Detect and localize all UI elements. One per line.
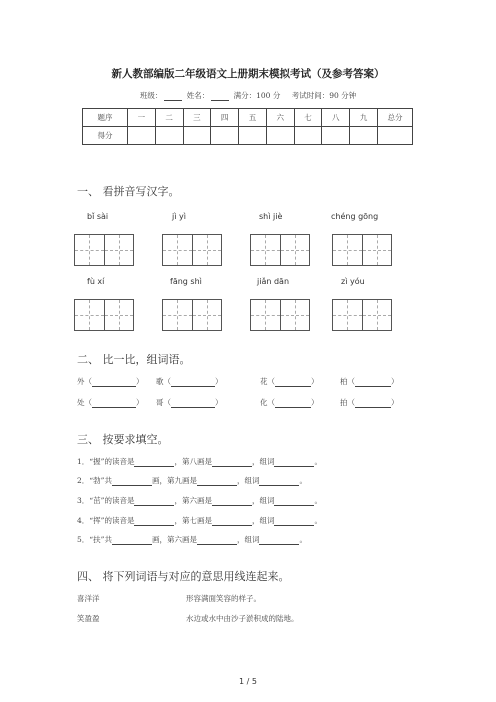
fill-blank[interactable] xyxy=(274,497,314,506)
score-header-cell: 题序 xyxy=(83,109,128,127)
fill-blank[interactable] xyxy=(197,477,237,486)
compare-item: 歌（ ） xyxy=(156,377,223,386)
writing-grid[interactable] xyxy=(332,299,392,331)
fill-text: 5．“扶”共 xyxy=(77,535,112,544)
pinyin-label: fù xí xyxy=(87,277,105,286)
fill-blank[interactable] xyxy=(134,517,174,526)
fill-text: 4．“挥”的读音是 xyxy=(77,516,135,525)
match-meaning[interactable]: 水边或水中由沙子淤积成的陆地。 xyxy=(186,614,299,623)
fill-text: ，组词 xyxy=(251,496,275,505)
fill-text: ，第八画是 xyxy=(174,457,212,466)
score-header-cell: 九 xyxy=(350,109,378,127)
compare-blank[interactable] xyxy=(92,399,136,408)
compare-item: 化（ ） xyxy=(260,398,319,407)
fill-item xyxy=(77,495,322,506)
match-word[interactable]: 喜洋洋 xyxy=(77,594,100,603)
full-score: 满分：100 分 xyxy=(233,91,281,100)
section-2-heading: 二、 比一比，组词语。 xyxy=(77,353,191,366)
compare-item: 处（ ） xyxy=(77,398,144,407)
compare-blank[interactable] xyxy=(171,378,215,387)
score-header-cell: 七 xyxy=(294,109,322,127)
fill-text: ，组词 xyxy=(251,457,275,466)
score-cell[interactable] xyxy=(211,127,239,145)
score-header-cell: 五 xyxy=(239,109,267,127)
score-header-cell: 总分 xyxy=(378,109,413,127)
compare-blank[interactable] xyxy=(355,378,391,387)
score-header-cell: 八 xyxy=(322,109,350,127)
fill-blank[interactable] xyxy=(259,477,299,486)
fill-text: 2．“勃”共 xyxy=(77,476,112,485)
fill-text: 。 xyxy=(299,535,307,544)
compare-item: 外（ ） xyxy=(77,377,144,386)
match-meaning[interactable]: 形容满面笑容的样子。 xyxy=(186,594,261,603)
compare-blank[interactable] xyxy=(171,399,215,408)
writing-grid[interactable] xyxy=(332,234,392,266)
score-cell[interactable] xyxy=(350,127,378,145)
pinyin-label: fāng shì xyxy=(170,277,202,286)
fill-blank[interactable] xyxy=(274,458,314,467)
score-header-cell: 六 xyxy=(266,109,294,127)
score-row-label: 得分 xyxy=(83,127,128,145)
pinyin-label: jì yì xyxy=(172,212,186,221)
name-blank[interactable] xyxy=(211,92,229,101)
fill-text: 。 xyxy=(314,457,322,466)
fill-text: ，第六画是 xyxy=(174,496,212,505)
fill-blank[interactable] xyxy=(212,517,252,526)
compare-blank[interactable] xyxy=(92,378,136,387)
score-cell[interactable] xyxy=(239,127,267,145)
writing-grid[interactable] xyxy=(250,299,310,331)
class-blank[interactable] xyxy=(164,92,182,101)
compare-item: 哥（ ） xyxy=(156,398,223,407)
page-title: 新人教部编版二年级语文上册期末模拟考试（及参考答案） xyxy=(111,68,385,80)
compare-char: 外 xyxy=(77,377,85,386)
compare-item: 花（ ） xyxy=(260,377,319,386)
score-header-cell: 二 xyxy=(155,109,183,127)
fill-text: 画，第六画是 xyxy=(151,535,197,544)
section-3-heading: 三、 按要求填空。 xyxy=(77,433,169,446)
fill-text: 。 xyxy=(314,516,322,525)
exam-time: 考试时间：90 分钟 xyxy=(291,91,357,100)
compare-char: 歌 xyxy=(156,377,164,386)
score-cell[interactable] xyxy=(378,127,413,145)
score-cell[interactable] xyxy=(128,127,156,145)
fill-blank[interactable] xyxy=(212,497,252,506)
compare-blank[interactable] xyxy=(355,399,391,408)
fill-text: 1．“握”的读音是 xyxy=(77,457,135,466)
fill-text: 画，第九画是 xyxy=(151,476,197,485)
score-cell[interactable] xyxy=(183,127,211,145)
score-table xyxy=(82,108,413,145)
score-table-score-row xyxy=(83,127,413,145)
fill-text: 。 xyxy=(299,476,307,485)
score-header-cell: 一 xyxy=(128,109,156,127)
fill-blank[interactable] xyxy=(197,536,237,545)
compare-char: 花 xyxy=(260,377,268,386)
score-cell[interactable] xyxy=(322,127,350,145)
exam-info xyxy=(0,90,496,101)
compare-item: 柏（ ） xyxy=(340,377,399,386)
compare-blank[interactable] xyxy=(275,399,311,408)
section-1-heading: 一、 看拼音写汉字。 xyxy=(77,185,180,198)
compare-item: 拍（ ） xyxy=(340,398,399,407)
writing-grid[interactable] xyxy=(250,234,310,266)
score-table-header-row xyxy=(83,109,413,127)
pinyin-label: bǐ sài xyxy=(87,212,109,221)
fill-item xyxy=(77,475,307,486)
fill-blank[interactable] xyxy=(134,497,174,506)
pinyin-label: zì yóu xyxy=(341,277,365,286)
name-label: 姓名： xyxy=(186,91,210,100)
class-label: 班级： xyxy=(139,91,163,100)
fill-blank[interactable] xyxy=(212,458,252,467)
match-word[interactable]: 笑盈盈 xyxy=(77,614,100,623)
fill-text: ，组词 xyxy=(236,535,260,544)
compare-char: 拍 xyxy=(340,398,348,407)
fill-text: ，第七画是 xyxy=(174,516,212,525)
fill-blank[interactable] xyxy=(112,536,152,545)
fill-item xyxy=(77,515,322,526)
fill-blank[interactable] xyxy=(134,458,174,467)
fill-item xyxy=(77,456,322,467)
fill-blank[interactable] xyxy=(112,477,152,486)
fill-text: 3．“茁”的读音是 xyxy=(77,496,135,505)
writing-grid[interactable] xyxy=(74,234,134,266)
writing-grid[interactable] xyxy=(74,299,134,331)
score-cell[interactable] xyxy=(155,127,183,145)
writing-grid[interactable] xyxy=(162,234,222,266)
score-header-cell: 四 xyxy=(211,109,239,127)
writing-grid[interactable] xyxy=(162,299,222,331)
score-header-cell: 三 xyxy=(183,109,211,127)
fill-text: 。 xyxy=(314,496,322,505)
page-number: 1 / 5 xyxy=(239,677,257,686)
section-4-heading: 四、 将下列词语与对应的意思用线连起来。 xyxy=(77,570,290,583)
fill-text: ，组词 xyxy=(251,516,275,525)
score-cell[interactable] xyxy=(266,127,294,145)
compare-char: 哥 xyxy=(156,398,164,407)
fill-blank[interactable] xyxy=(259,536,299,545)
compare-char: 处 xyxy=(77,398,85,407)
fill-item xyxy=(77,534,307,545)
pinyin-label: chéng gōng xyxy=(331,212,379,221)
compare-char: 化 xyxy=(260,398,268,407)
compare-char: 柏 xyxy=(340,377,348,386)
pinyin-label: jiǎn dān xyxy=(257,277,290,286)
fill-blank[interactable] xyxy=(274,517,314,526)
score-cell[interactable] xyxy=(294,127,322,145)
pinyin-label: shì jiè xyxy=(259,212,283,221)
compare-blank[interactable] xyxy=(275,378,311,387)
fill-text: ，组词 xyxy=(236,476,260,485)
